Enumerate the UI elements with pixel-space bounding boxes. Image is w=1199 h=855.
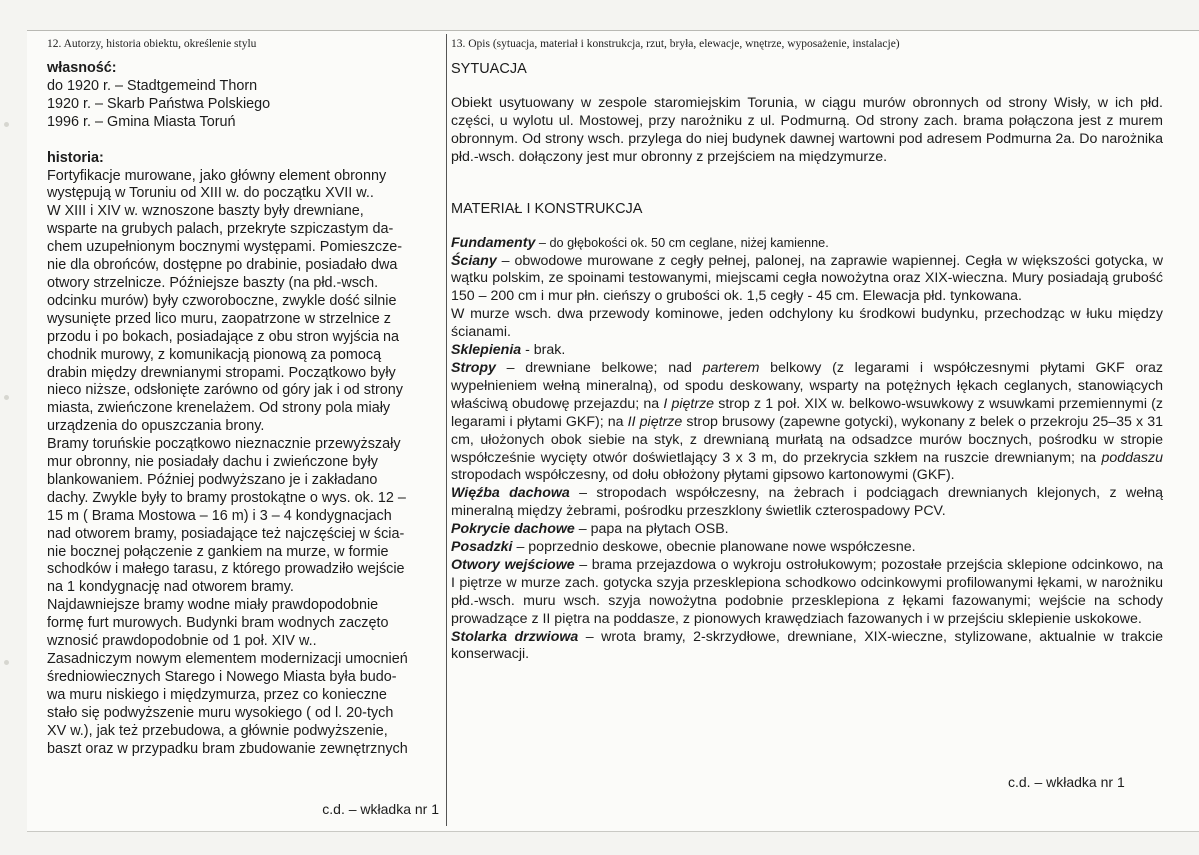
continuation-note-right: c.d. – wkładka nr 1 bbox=[1008, 774, 1125, 790]
history-line: Zasadniczym nowym elementem modernizacji umocnień bbox=[47, 651, 408, 667]
history-line: Fortyfikacje murowane, jako główny element obronny bbox=[47, 167, 387, 184]
history-line: miasta, zwieńczone krenelażem. Od strony pola miały bbox=[47, 400, 391, 417]
punch-hole bbox=[4, 660, 9, 665]
history-line: dachy. Zwykle były to bramy prostokątne o wys. ok. 12 – bbox=[47, 489, 406, 506]
history-line: wa muru niskiego i międzymurza, przez co konieczne bbox=[47, 686, 387, 703]
history-line: urządzenia do opuszczania brony. bbox=[47, 418, 265, 435]
history-line: wysunięte przed lico muru, zaopatrzone w strzelnice z bbox=[47, 310, 391, 327]
item-chimney-note: W murze wsch. dwa przewody kominowe, jeden odchylony ku środkowi budynku, przechodząc w łuku między ścianami. bbox=[451, 306, 1163, 341]
item-stropy: Stropy – drewniane belkowe; nad parterem belkowy (z legarami i współczesnymi płytami GKF oraz wypełnieniem wełną mineralną), od spodu deskowany, wsparty na potężnych łękach ceglanych, stanowiących właściwą obudowę przejazdu; na I piętrze strop z 1 poł. XIX w. belkowo-wsuwkowy z wsuwkami przemiennymi (z legarami i płytami GKF); na II piętrze strop brusowy (zapewne gotycki), wykonany z belek o przekroju 25–35 x 31 cm, ułożonych obok siebie na styk, z drewnianą murłatą na odsadzce murów bocznych, pośrodku w stropie współcześnie wycięty otwór doświetlający 3 x 3 m, do przekrycia szkłem na ruszcie drewnianym; na poddaszu stropodach współczesny, od dołu obłożony płytami gipsowo kartonowymi (GKF). bbox=[451, 359, 1164, 484]
item-sklepienia: Sklepienia - brak. bbox=[451, 342, 566, 359]
situation-text: Obiekt usytuowany w zespole staromiejskim Torunia, w ciągu murów obronnych od strony Wisły, w ich płd. części, u wylotu ul. Mostowej, przy narożniku z ul. Podmurną. Od strony zach. brama połączona jest z murem obronnym. Od strony wsch. przylega do niej budynek dawnej wartowni pod adresem Podmurna 2a. Do narożnika płd.-wsch. dołączony jest mur obronny z przejściem na międzymurze. bbox=[451, 95, 1163, 165]
column-divider bbox=[446, 34, 447, 826]
ownership-entry: 1920 r. – Skarb Państwa Polskiego bbox=[47, 95, 271, 112]
history-label: historia: bbox=[47, 149, 104, 166]
ownership-entry: do 1920 r. – Stadtgemeind Thorn bbox=[47, 77, 258, 94]
history-line: formę furt murowych. Budynki bram wodnych zaczęto bbox=[47, 615, 389, 632]
ownership-entry: 1996 r. – Gmina Miasta Toruń bbox=[47, 113, 236, 130]
history-line: Najdawniejsze bramy wodne miały prawdopodobnie bbox=[47, 597, 379, 614]
history-line: baszt oraz w przypadku bram zbudowanie zewnętrznych bbox=[47, 740, 408, 757]
punch-hole bbox=[4, 395, 9, 400]
material-title: MATERIAŁ I KONSTRUKCJA bbox=[451, 200, 643, 217]
punch-hole bbox=[4, 122, 9, 127]
history-line: przodu i po bokach, posiadające z obu stron wyjścia na bbox=[47, 328, 399, 345]
history-line: W XIII i XIV w. wznoszone baszty były drewniane, bbox=[47, 203, 364, 220]
item-fundamenty: Fundamenty – do głębokości ok. 50 cm ceglane, niżej kamienne. bbox=[451, 234, 829, 251]
history-line: nad otworem bramy, posiadające też najczęściej w ścia- bbox=[47, 525, 405, 542]
history-line: na 1 kondygnację nad otworem bramy. bbox=[47, 579, 294, 596]
history-line: stało się podwyższenie muru wysokiego ( od l. 20-tych bbox=[47, 704, 394, 721]
section-12-header: 12. Autorzy, historia obiektu, określenie stylu bbox=[47, 38, 257, 50]
history-line: schodków i małego tarasu, z którego prowadziło wejście bbox=[47, 561, 405, 578]
history-line: wznosić prawdopodobnie od 1 poł. XIV w.. bbox=[47, 633, 317, 650]
history-text bbox=[47, 168, 442, 759]
history-line: drabin między drewnianymi stropami. Początkowo były bbox=[47, 364, 396, 381]
item-otwory: Otwory wejściowe – brama przejazdowa o wykroju ostrołukowym; pozostałe przejścia sklepione odcinkowo, na I piętrze w murze zach. gotycka szyja przesklepiona schodkowo odcinkowymi profilowanymi łękami, w narożniku płd.-wsch. muru wsch. szyja nowożytna podobnie przesklepiona z łękami fazowanymi; wejście na schody prowadzące z II piętra na poddasze, z pionowych krawędziach fazowanych i w przejściu sklepienie uskokowe. bbox=[451, 556, 1163, 627]
history-line: odcinku murów) były czworoboczne, zwykle dość silnie bbox=[47, 292, 397, 309]
history-line: chem uzupełnionym bocznymi występami. Pomieszcze- bbox=[47, 239, 403, 256]
item-posadzki: Posadzki – poprzednio deskowe, obecnie planowane nowe współczesne. bbox=[451, 539, 916, 556]
ownership-label: własność: bbox=[47, 60, 117, 76]
history-line: 15 m ( Brama Mostowa – 16 m) i 3 – 4 kondygnacjach bbox=[47, 507, 392, 524]
history-line: występują w Toruniu od XIII w. do początku XVII w.. bbox=[47, 185, 374, 202]
history-line: nie bocznej połączenie z gankiem na murze, w formie bbox=[47, 543, 389, 560]
item-pokrycie: Pokrycie dachowe – papa na płytach OSB. bbox=[451, 521, 729, 538]
history-line: XV w.), jak też przebudowa, a głównie podwyższenie, bbox=[47, 722, 388, 739]
item-wiezba: Więźba dachowa – stropodach współczesny, na żebrach i podciągach drewnianych klejonych, z wełną mineralną między żebrami, pośrodku przeszklony świetlik czterospadowy PCV. bbox=[451, 485, 1163, 520]
item-stolarka: Stolarka drzwiowa – wrota bramy, 2-skrzydłowe, drewniane, XIX-wieczne, stylizowane, aktualnie w trakcie konserwacji. bbox=[451, 628, 1163, 663]
continuation-note-left: c.d. – wkładka nr 1 bbox=[322, 801, 439, 817]
history-line: blankowaniem. Później podwyższano je i zakładano bbox=[47, 471, 378, 488]
history-line: chodnik murowy, z komunikacją pionową za pomocą bbox=[47, 346, 382, 363]
history-line: średniowiecznych Starego i Nowego Miasta była budo- bbox=[47, 668, 397, 685]
history-line: mur obronny, nie posiadały dachu i zwieńczone były bbox=[47, 454, 378, 471]
description-section bbox=[451, 38, 1163, 664]
item-sciany: Ściany – obwodowe murowane z cegły pełnej, palonej, na zaprawie wapiennej. Cegła w większości gotycka, w wątku polskim, ze spoinami testowanymi, miejscami cegła nowożytna oraz XIX-wieczna. Mury posiadają grubość 150 – 200 cm i mur płn. cieńszy o grubości ok. 1,5 cegły - 45 cm. Elewacja płd. tynkowana. bbox=[451, 252, 1163, 305]
history-line: wsparte na grubych palach, przekryte szpiczastym da- bbox=[47, 221, 394, 238]
history-line: nieco niższe, odsłonięte zarówno od góry jak i od strony bbox=[47, 382, 403, 399]
history-line: Bramy toruńskie początkowo nieznacznie przewyższały bbox=[47, 436, 401, 453]
authors-history-section bbox=[47, 38, 442, 758]
history-line: nie dla obrońców, dostępne po drabinie, posiadało dwa bbox=[47, 257, 398, 274]
situation-title: SYTUACJA bbox=[451, 61, 527, 77]
history-line: otwory strzelnicze. Późniejsze baszty (na płd.-wsch. bbox=[47, 274, 379, 291]
section-13-header: 13. Opis (sytuacja, materiał i konstrukcja, rzut, bryła, elewacje, wnętrze, wyposażenie, instalacje) bbox=[451, 38, 900, 50]
